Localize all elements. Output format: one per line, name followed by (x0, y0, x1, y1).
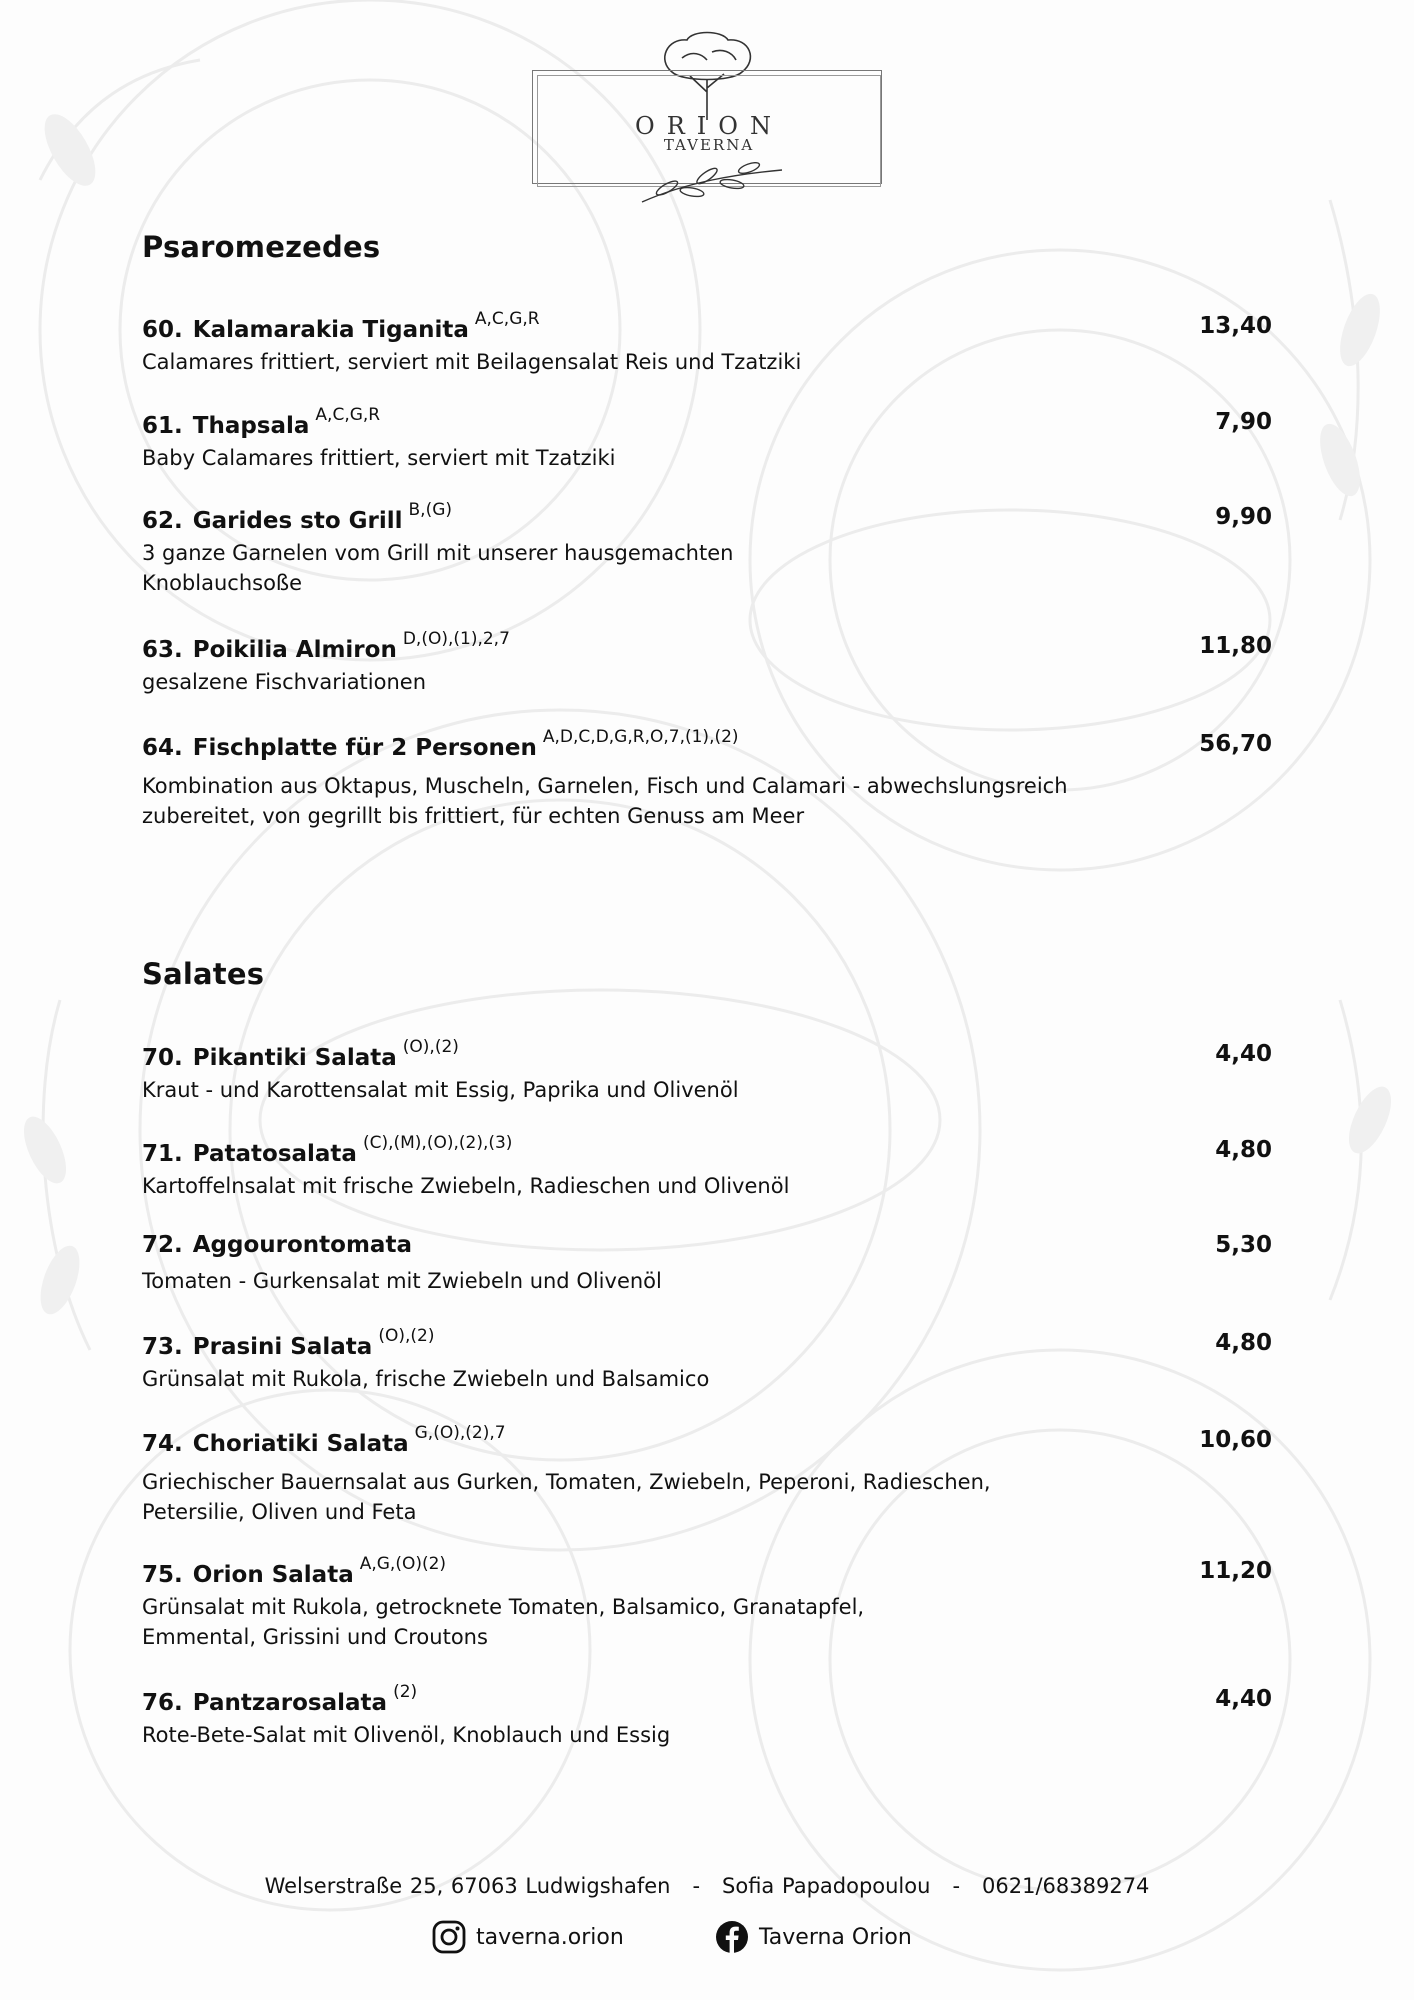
footer-separator: - (952, 1874, 961, 1898)
restaurant-logo (532, 30, 886, 210)
item-price: 13,40 (1199, 313, 1272, 339)
item-name: 61. Thapsala $^{A,C,G,R}$ (142, 405, 381, 439)
item-price: 11,80 (1199, 633, 1272, 659)
item-description: gesalzene Fischvariationen (142, 670, 427, 694)
footer-phone[interactable]: 0621/68389274 (982, 1874, 1150, 1898)
allergen-codes: (O),(2) (378, 1326, 435, 1346)
allergen-codes: (C),(M),(O),(2),(3) (362, 1133, 513, 1153)
item-name: 76. Pantzarosalata $^{(2)}$ (142, 1682, 418, 1716)
allergen-codes: G,(O),(2),7 (414, 1423, 506, 1443)
item-name: 74. Choriatiki Salata $^{G,(O),(2),7}$ (142, 1423, 506, 1457)
menu-item (142, 405, 1272, 473)
allergen-codes: (O),(2) (402, 1037, 459, 1057)
item-name: 70. Pikantiki Salata $^{(O),(2)}$ (142, 1037, 459, 1071)
menu-item (142, 1326, 1272, 1394)
footer-separator: - (692, 1874, 701, 1898)
item-description: Baby Calamares frittiert, serviert mit Tzatziki (142, 446, 616, 470)
item-price: 4,80 (1215, 1137, 1272, 1163)
item-price: 4,40 (1215, 1686, 1272, 1712)
allergen-codes: A,C,G,R (315, 405, 381, 425)
item-description: Rote-Bete-Salat mit Olivenöl, Knoblauch und Essig (142, 1723, 671, 1747)
menu-item (142, 1133, 1272, 1201)
item-price: 4,40 (1215, 1041, 1272, 1067)
allergen-codes: A,C,G,R (474, 309, 540, 329)
item-name: 62. Garides sto Grill $^{B,(G)}$ (142, 500, 453, 534)
olive-branch-icon (637, 162, 787, 208)
footer-address: Welserstraße 25, 67063 Ludwigshafen (264, 1874, 671, 1898)
facebook-page-name[interactable]: Taverna Orion (759, 1924, 912, 1950)
facebook-icon (715, 1920, 749, 1954)
menu-item (142, 629, 1272, 697)
item-description: Calamares frittiert, serviert mit Beilagensalat Reis und Tzatziki (142, 350, 802, 374)
item-price: 11,20 (1199, 1558, 1272, 1584)
section-title-salates: Salates (142, 957, 265, 991)
section-title-psaromezedes: Psaromezedes (142, 230, 381, 264)
allergen-codes: D,(O),(1),2,7 (402, 629, 510, 649)
menu-item (142, 309, 1272, 377)
item-price: 5,30 (1215, 1232, 1272, 1258)
instagram-handle[interactable]: taverna.orion (476, 1924, 624, 1950)
item-price: 9,90 (1215, 504, 1272, 530)
item-name: 73. Prasini Salata $^{(O),(2)}$ (142, 1326, 435, 1360)
menu-item (142, 1037, 1272, 1105)
item-price: 56,70 (1199, 731, 1272, 757)
menu-item (142, 500, 1272, 598)
menu-item (142, 1423, 1272, 1527)
item-description: Kombination aus Oktapus, Muscheln, Garnelen, Fisch und Calamari - abwechslungsreich zubereitet, von gegrillt bis frittiert, für echten Genuss am Meer (142, 774, 1068, 828)
item-description: Kraut - und Karottensalat mit Essig, Paprika und Olivenöl (142, 1078, 739, 1102)
facebook-link[interactable] (715, 1920, 912, 1954)
menu-item (142, 1682, 1272, 1750)
item-price: 4,80 (1215, 1330, 1272, 1356)
item-name: 60. Kalamarakia Tiganita $^{A,C,G,R}$ (142, 309, 540, 343)
item-description: 3 ganze Garnelen vom Grill mit unserer hausgemachten Knoblauchsoße (142, 541, 734, 595)
allergen-codes: B,(G) (408, 500, 453, 520)
instagram-icon (432, 1920, 466, 1954)
item-description: Kartoffelnsalat mit frische Zwiebeln, Radieschen und Olivenöl (142, 1174, 790, 1198)
item-price: 10,60 (1199, 1427, 1272, 1453)
item-description: Griechischer Bauernsalat aus Gurken, Tomaten, Zwiebeln, Peperoni, Radieschen, Petersilie, Oliven und Feta (142, 1470, 991, 1524)
allergen-codes: (2) (393, 1682, 418, 1702)
item-name: 71. Patatosalata $^{(C),(M),(O),(2),(3)}$ (142, 1133, 513, 1167)
allergen-codes: A,G,(O)(2) (359, 1554, 447, 1574)
item-description: Tomaten - Gurkensalat mit Zwiebeln und Olivenöl (142, 1269, 662, 1293)
instagram-link[interactable] (432, 1920, 624, 1954)
item-name: 63. Poikilia Almiron $^{D,(O),(1),2,7}$ (142, 629, 510, 663)
item-description: Grünsalat mit Rukola, frische Zwiebeln und Balsamico (142, 1367, 710, 1391)
allergen-codes: A,D,C,D,G,R,O,7,(1),(2) (542, 727, 739, 747)
item-price: 7,90 (1215, 409, 1272, 435)
logo-name: ORION (635, 112, 783, 140)
item-name: 72. Aggourontomata (142, 1232, 412, 1258)
logo-subtitle: TAVERNA (663, 136, 755, 154)
footer-owner: Sofia Papadopoulou (722, 1874, 931, 1898)
item-name: 64. Fischplatte für 2 Personen $^{A,D,C,D,G,R,O,7,(1),(2)}$ (142, 727, 739, 761)
menu-item (142, 1232, 1272, 1296)
footer-contact (0, 1874, 1414, 1898)
menu-item (142, 727, 1272, 831)
item-description: Grünsalat mit Rukola, getrocknete Tomaten, Balsamico, Granatapfel, Emmental, Grissini und Croutons (142, 1595, 865, 1649)
item-name: 75. Orion Salata $^{A,G,(O)(2)}$ (142, 1554, 447, 1588)
menu-item (142, 1554, 1272, 1652)
